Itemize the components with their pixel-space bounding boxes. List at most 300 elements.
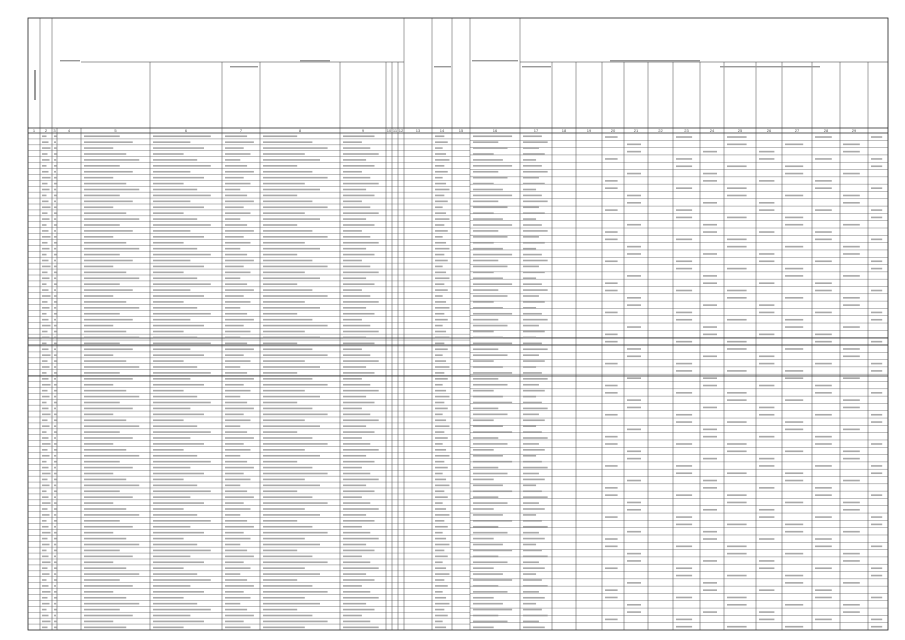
cell-print-mark: [435, 343, 444, 345]
cell-print-mark: [676, 575, 692, 577]
cell-print-mark: [435, 183, 446, 185]
cell-print-mark: [785, 326, 803, 328]
cell-print-mark: [225, 189, 240, 191]
cell-print-mark: [523, 201, 548, 203]
cell-print-mark: [473, 621, 508, 623]
cell-print-mark: [54, 147, 57, 149]
cell-print-mark: [153, 496, 190, 498]
cell-print-mark: [153, 195, 211, 197]
cell-print-mark: [343, 171, 362, 173]
cell-print-mark: [843, 480, 860, 482]
cell-print-mark: [523, 307, 536, 309]
cell-print-mark: [343, 206, 370, 208]
cell-print-mark: [473, 461, 512, 463]
cell-print-mark: [815, 187, 832, 189]
cell-print-mark: [225, 337, 240, 339]
column-number: 11: [392, 127, 398, 133]
cell-print-mark: [627, 531, 641, 533]
cell-print-mark: [343, 147, 370, 149]
cell-print-mark: [343, 236, 370, 238]
cell-print-mark: [263, 550, 297, 552]
column-number: 18: [561, 127, 567, 133]
column-number: 10: [386, 127, 392, 133]
cell-print-mark: [343, 212, 379, 214]
cell-print-mark: [225, 597, 251, 599]
cell-print-mark: [843, 151, 860, 153]
cell-print-mark: [42, 585, 49, 587]
cell-print-mark: [759, 567, 774, 569]
cell-print-mark: [523, 538, 545, 540]
cell-print-mark: [627, 202, 641, 204]
cell-print-mark: [343, 437, 362, 439]
cell-print-mark: [54, 366, 56, 368]
cell-print-mark: [605, 209, 618, 211]
cell-print-mark: [84, 201, 133, 203]
cell-print-mark: [435, 331, 446, 333]
cell-print-mark: [759, 589, 774, 591]
cell-print-mark: [343, 360, 379, 362]
cell-print-mark: [343, 419, 379, 421]
cell-print-mark: [676, 363, 692, 365]
cell-print-mark: [435, 414, 443, 416]
cell-print-mark: [703, 560, 717, 562]
cell-print-mark: [42, 254, 47, 256]
cell-print-mark: [84, 354, 113, 356]
cell-print-mark: [42, 550, 47, 552]
cell-print-mark: [473, 165, 512, 167]
cell-print-mark: [727, 450, 747, 452]
cell-print-mark: [153, 479, 184, 481]
cell-print-mark: [627, 173, 641, 175]
cell-print-mark: [605, 597, 618, 599]
cell-print-mark: [815, 597, 832, 599]
cell-print-mark: [84, 141, 133, 143]
cell-print-mark: [523, 277, 536, 279]
cell-print-mark: [153, 254, 211, 256]
cell-print-mark: [676, 319, 692, 321]
cell-print-mark: [42, 443, 51, 445]
cell-print-mark: [785, 297, 803, 299]
cell-print-mark: [225, 390, 251, 392]
cell-print-mark: [54, 461, 57, 463]
cell-print-mark: [435, 195, 444, 197]
cell-print-mark: [84, 153, 126, 155]
cell-print-mark: [153, 561, 204, 563]
cell-print-mark: [523, 496, 548, 498]
cell-print-mark: [343, 561, 370, 563]
cell-print-mark: [435, 550, 444, 552]
cell-print-mark: [871, 421, 882, 423]
cell-print-mark: [153, 360, 184, 362]
cell-print-mark: [703, 202, 717, 204]
cell-print-mark: [727, 348, 747, 350]
cell-print-mark: [843, 509, 860, 511]
cell-print-mark: [871, 524, 882, 526]
cell-print-mark: [759, 363, 774, 365]
cell-print-mark: [785, 377, 803, 379]
cell-print-mark: [703, 407, 717, 409]
cell-print-mark: [84, 348, 133, 350]
cell-print-mark: [343, 544, 366, 546]
cell-print-mark: [343, 431, 375, 433]
column-number: 5: [114, 127, 117, 133]
cell-print-mark: [871, 626, 882, 628]
cell-print-mark: [435, 538, 446, 540]
cell-print-mark: [523, 490, 542, 492]
cell-print-mark: [473, 603, 503, 605]
cell-print-mark: [42, 236, 51, 238]
cell-print-mark: [225, 343, 247, 345]
cell-print-mark: [435, 425, 449, 427]
cell-print-mark: [54, 289, 56, 291]
cell-print-mark: [225, 177, 244, 179]
cell-print-mark: [225, 313, 247, 315]
cell-print-mark: [225, 378, 254, 380]
cell-print-mark: [785, 144, 803, 146]
cell-print-mark: [759, 260, 774, 262]
cell-print-mark: [54, 544, 56, 546]
cell-print-mark: [523, 467, 548, 469]
cell-print-mark: [84, 502, 113, 504]
cell-print-mark: [54, 236, 57, 238]
cell-print-mark: [676, 158, 692, 160]
cell-print-mark: [54, 556, 56, 558]
cell-print-mark: [84, 230, 133, 232]
cell-print-mark: [263, 372, 297, 374]
cell-print-mark: [727, 268, 747, 270]
cell-print-mark: [627, 297, 641, 299]
cell-print-mark: [153, 473, 204, 475]
cell-print-mark: [263, 402, 297, 404]
cell-print-mark: [473, 419, 494, 421]
cell-print-mark: [871, 341, 882, 343]
cell-print-mark: [153, 544, 197, 546]
cell-print-mark: [473, 567, 494, 569]
cell-print-mark: [785, 480, 803, 482]
cell-print-mark: [84, 467, 133, 469]
cell-print-mark: [42, 177, 51, 179]
cell-print-mark: [473, 396, 503, 398]
cell-print-mark: [225, 473, 244, 475]
header-print-mark: [300, 60, 330, 61]
cell-print-mark: [54, 331, 57, 333]
cell-print-mark: [473, 343, 512, 345]
cell-print-mark: [343, 615, 362, 617]
cell-print-mark: [523, 567, 545, 569]
cell-print-mark: [343, 201, 362, 203]
cell-print-mark: [225, 360, 251, 362]
cell-print-mark: [759, 304, 774, 306]
cell-print-mark: [343, 490, 375, 492]
cell-print-mark: [42, 615, 49, 617]
cell-print-mark: [343, 479, 379, 481]
cell-print-mark: [84, 408, 133, 410]
cell-print-mark: [727, 144, 747, 146]
cell-print-mark: [42, 230, 49, 232]
cell-print-mark: [84, 283, 120, 285]
cell-print-mark: [473, 550, 512, 552]
cell-print-mark: [523, 348, 548, 350]
cell-print-mark: [727, 546, 747, 548]
cell-print-mark: [523, 561, 539, 563]
cell-print-mark: [54, 579, 57, 581]
cell-print-mark: [605, 436, 618, 438]
cell-print-mark: [435, 135, 444, 137]
cell-print-mark: [435, 473, 443, 475]
cell-print-mark: [54, 437, 56, 439]
cell-print-mark: [84, 301, 126, 303]
cell-print-mark: [473, 437, 498, 439]
cell-print-mark: [523, 248, 536, 250]
cell-print-mark: [815, 282, 832, 284]
cell-print-mark: [676, 290, 692, 292]
cell-print-mark: [676, 597, 692, 599]
cell-print-mark: [42, 621, 51, 623]
cell-print-mark: [435, 307, 449, 309]
cell-print-mark: [523, 550, 542, 552]
cell-print-mark: [473, 372, 512, 374]
cell-print-mark: [759, 385, 774, 387]
column-number: 19: [586, 127, 592, 133]
cell-print-mark: [263, 520, 297, 522]
cell-print-mark: [759, 487, 774, 489]
cell-print-mark: [703, 531, 717, 533]
cell-print-mark: [84, 485, 139, 487]
cell-print-mark: [225, 455, 240, 457]
cell-print-mark: [435, 325, 443, 327]
column-number: 26: [766, 127, 772, 133]
cell-print-mark: [343, 526, 362, 528]
cell-print-mark: [435, 201, 448, 203]
cell-print-mark: [263, 183, 305, 185]
cell-print-mark: [263, 479, 305, 481]
cell-print-mark: [343, 550, 375, 552]
cell-print-mark: [435, 556, 448, 558]
cell-print-mark: [42, 313, 47, 315]
column-number: 17: [533, 127, 539, 133]
cell-print-mark: [54, 449, 57, 451]
cell-print-mark: [727, 443, 747, 445]
cell-print-mark: [523, 212, 545, 214]
cell-print-mark: [473, 313, 512, 315]
cell-print-mark: [263, 189, 320, 191]
cell-print-mark: [435, 419, 446, 421]
cell-print-mark: [435, 289, 448, 291]
cell-print-mark: [153, 183, 184, 185]
cell-print-mark: [627, 458, 641, 460]
cell-print-mark: [225, 461, 247, 463]
cell-print-mark: [153, 236, 204, 238]
cell-print-mark: [815, 158, 832, 160]
cell-print-mark: [42, 449, 48, 451]
cell-print-mark: [676, 239, 692, 241]
cell-print-mark: [435, 354, 443, 356]
cell-print-mark: [605, 341, 618, 343]
cell-print-mark: [435, 277, 449, 279]
cell-print-mark: [343, 230, 362, 232]
cell-print-mark: [42, 603, 50, 605]
cell-print-mark: [523, 520, 542, 522]
cell-print-mark: [605, 158, 618, 160]
cell-print-mark: [871, 187, 882, 189]
cell-print-mark: [785, 604, 803, 606]
cell-print-mark: [84, 272, 126, 274]
cell-print-mark: [703, 429, 717, 431]
cell-print-mark: [435, 443, 443, 445]
cell-print-mark: [871, 465, 882, 467]
cell-print-mark: [435, 609, 444, 611]
cell-print-mark: [435, 283, 444, 285]
cell-print-mark: [54, 390, 57, 392]
cell-print-mark: [523, 230, 548, 232]
cell-print-mark: [605, 567, 618, 569]
cell-print-mark: [263, 159, 320, 161]
cell-print-mark: [473, 206, 508, 208]
cell-print-mark: [343, 573, 366, 575]
cell-print-mark: [435, 508, 446, 510]
cell-print-mark: [343, 189, 366, 191]
cell-print-mark: [153, 603, 197, 605]
cell-print-mark: [263, 390, 305, 392]
cell-print-mark: [523, 141, 548, 143]
cell-print-mark: [153, 165, 211, 167]
cell-print-mark: [153, 201, 190, 203]
cell-print-mark: [473, 295, 508, 297]
cell-print-mark: [54, 224, 57, 226]
cell-print-mark: [153, 615, 190, 617]
cell-print-mark: [84, 561, 113, 563]
column-number: 1: [32, 127, 36, 133]
cell-print-mark: [435, 532, 443, 534]
column-number: 4: [67, 127, 71, 133]
cell-print-mark: [785, 502, 803, 504]
cell-print-mark: [343, 260, 362, 262]
cell-print-mark: [84, 550, 120, 552]
cell-print-mark: [225, 260, 254, 262]
cell-print-mark: [343, 272, 379, 274]
cell-print-mark: [815, 385, 832, 387]
cell-print-mark: [759, 619, 774, 621]
cell-print-mark: [605, 312, 618, 314]
cell-print-mark: [54, 372, 57, 374]
column-number: 8: [298, 127, 302, 133]
cell-print-mark: [42, 384, 51, 386]
cell-print-mark: [473, 360, 494, 362]
cell-print-mark: [435, 567, 446, 569]
cell-print-mark: [435, 242, 446, 244]
cell-print-mark: [435, 147, 443, 149]
cell-print-mark: [153, 490, 211, 492]
cell-print-mark: [815, 392, 832, 394]
cell-print-mark: [225, 396, 240, 398]
cell-print-mark: [84, 520, 120, 522]
cell-print-mark: [42, 508, 48, 510]
cell-print-mark: [42, 402, 47, 404]
cell-print-mark: [435, 348, 448, 350]
cell-print-mark: [84, 366, 139, 368]
cell-print-mark: [54, 538, 57, 540]
cell-print-mark: [605, 494, 618, 496]
cell-print-mark: [473, 337, 503, 339]
cell-print-mark: [225, 573, 240, 575]
cell-print-mark: [84, 135, 120, 137]
cell-print-mark: [153, 573, 197, 575]
cell-print-mark: [84, 544, 139, 546]
cell-print-mark: [153, 272, 184, 274]
cell-print-mark: [815, 546, 832, 548]
cell-print-mark: [225, 301, 251, 303]
cell-print-mark: [42, 526, 49, 528]
cell-print-mark: [343, 372, 375, 374]
cell-print-mark: [263, 384, 328, 386]
cell-print-mark: [473, 135, 512, 137]
cell-print-mark: [263, 366, 320, 368]
cell-print-mark: [703, 282, 717, 284]
cell-print-mark: [815, 180, 832, 182]
cell-print-mark: [153, 343, 211, 345]
cell-print-mark: [815, 619, 832, 621]
cell-print-mark: [435, 212, 446, 214]
cell-print-mark: [343, 254, 375, 256]
cell-print-mark: [225, 485, 240, 487]
cell-print-mark: [84, 414, 113, 416]
cell-print-mark: [84, 556, 133, 558]
cell-print-mark: [435, 496, 448, 498]
cell-print-mark: [523, 408, 548, 410]
cell-print-mark: [435, 337, 449, 339]
cell-print-mark: [153, 526, 190, 528]
cell-print-mark: [343, 337, 366, 339]
cell-print-mark: [676, 217, 692, 219]
cell-print-mark: [153, 301, 184, 303]
cell-print-mark: [727, 370, 747, 372]
cell-print-mark: [605, 392, 618, 394]
cell-print-mark: [84, 307, 139, 309]
cell-print-mark: [263, 532, 328, 534]
cell-print-mark: [523, 313, 542, 315]
cell-print-mark: [42, 496, 49, 498]
cell-print-mark: [435, 159, 449, 161]
cell-print-mark: [343, 378, 362, 380]
cell-print-mark: [54, 585, 56, 587]
cell-print-mark: [473, 384, 508, 386]
cell-print-mark: [523, 283, 542, 285]
cell-print-mark: [42, 366, 50, 368]
cell-print-mark: [523, 319, 548, 321]
cell-print-mark: [263, 307, 320, 309]
header-print-mark: [230, 66, 258, 67]
cell-print-mark: [815, 260, 832, 262]
cell-print-mark: [523, 437, 548, 439]
cell-print-mark: [627, 304, 641, 306]
cell-print-mark: [343, 289, 362, 291]
cell-print-mark: [703, 611, 717, 613]
cell-print-mark: [435, 603, 449, 605]
cell-print-mark: [263, 502, 328, 504]
cell-print-mark: [759, 355, 774, 357]
cell-print-mark: [523, 396, 536, 398]
cell-print-mark: [785, 472, 803, 474]
cell-print-mark: [153, 141, 190, 143]
cell-print-mark: [263, 147, 328, 149]
cell-print-mark: [42, 272, 48, 274]
cell-print-mark: [54, 301, 57, 303]
cell-print-mark: [263, 496, 312, 498]
cell-print-mark: [54, 360, 57, 362]
cell-print-mark: [759, 458, 774, 460]
cell-print-mark: [84, 455, 139, 457]
cell-print-mark: [153, 579, 211, 581]
